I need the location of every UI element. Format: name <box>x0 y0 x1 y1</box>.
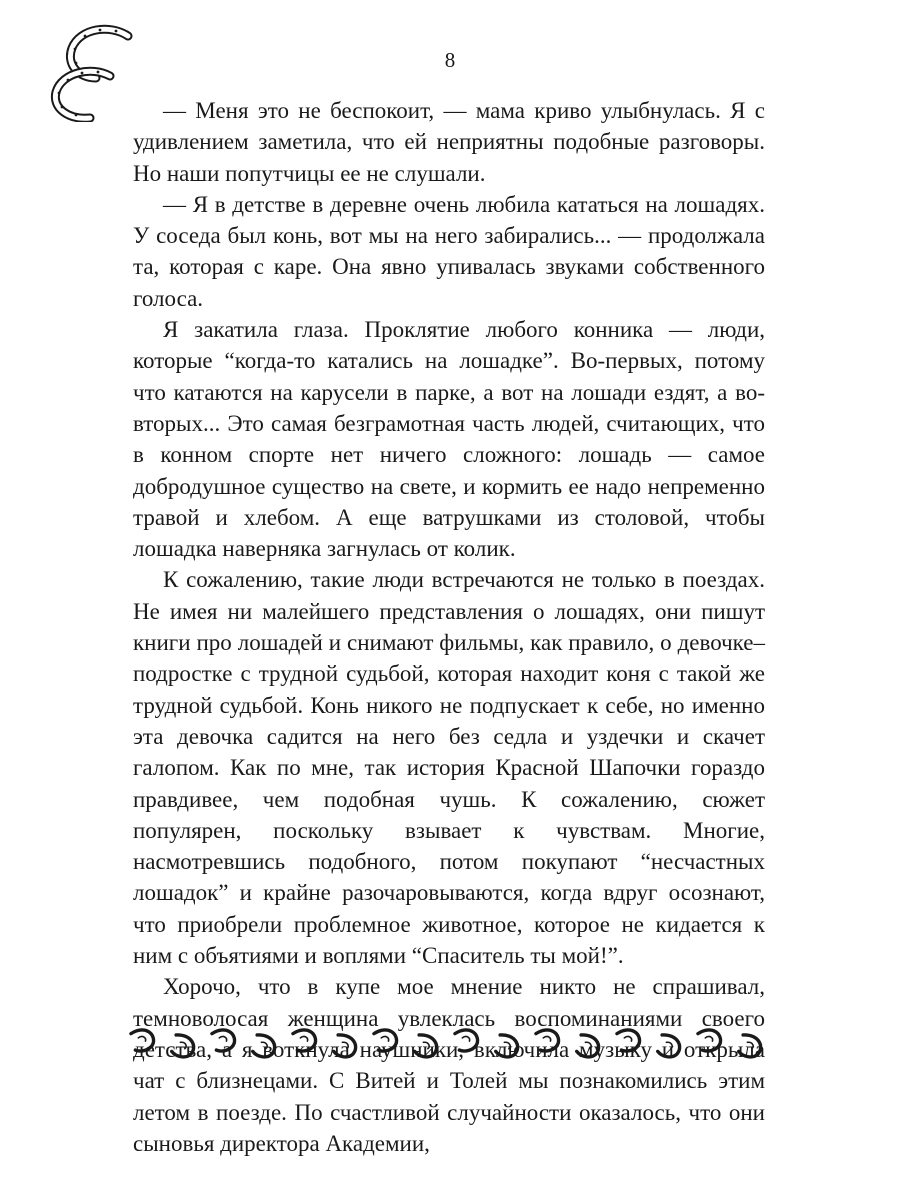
paragraph: К сожалению, такие люди встречаются не только в поездах. Не имея ни малейшего представления о лошадях, они пишут книги про лошадей и снимают фильмы, как правило, о девочке–подростке с трудной судьбой, которая находит коня с такой же трудной судьбой. Конь никого не подпускает к себе, но именно эта девочка садится на него без седла и уздечки и скачет галопом. Как по мне, так история Красной Шапочки гораздо правдивее, чем подобная чушь. К сожалению, сюжет популярен, поскольку взывает к чувствам. Многие, насмотревшись подобного, потом покупают “несчастных лошадок” и крайне разочаровываются, когда вдруг осознают, что приобрели проблемное животное, которое не кидается к ним с объятиями и воплями “Спаситель ты мой!”. <box>133 567 765 969</box>
small-horseshoe-icon <box>617 1027 642 1053</box>
small-horseshoe-icon <box>657 1034 682 1060</box>
paragraph: — Я в детстве в деревне очень любила кататься на лошадях. У соседа был конь, вот мы на него забирались... — продолжала та, которая с каре. Она явно упивалась звуками собственного голоса. <box>133 191 765 311</box>
page-number: 8 <box>444 48 456 72</box>
paragraph: Я закатила глаза. Проклятие любого конника — люди, которые “когда-то катались на лошадке”. Во-первых, потому что катаются на карусели в парке, а вот на лошади ездят, а во-вторых... Это самая безграмотная часть людей, считающих, что в конном спорте нет ничего сложного: лошадь — самое добродушное существо на свете, и кормить ее надо непременно травой и хлебом. А еще ватрушками из столовой, чтобы лошадка наверняка загнулась от колик. <box>133 317 765 562</box>
horseshoe-row-icon <box>122 1022 782 1066</box>
small-horseshoe-icon <box>495 1034 520 1060</box>
paragraph: Хорочо, что в купе мое мнение никто не спрашивал, темноволосая женщина увлеклась воспоминаниями своего детства, а я воткнула наушники, включила музыку и открыла чат с близнецами. С Витей и Толей мы познакомились этим летом в поезде. По счастливой случайности оказалось, что они сыновья директора Академии, <box>133 974 765 1156</box>
small-horseshoe-icon <box>738 1034 763 1060</box>
paragraph: — Меня это не беспокоит, — мама криво улыбнулась. Я с удивлением заметила, что ей неприятны подобные разговоры. Но наши попутчицы ее не слушали. <box>133 98 765 186</box>
small-horseshoe-icon <box>293 1027 318 1053</box>
small-horseshoe-icon <box>414 1034 439 1060</box>
small-horseshoe-icon <box>374 1027 399 1053</box>
small-horseshoe-icon <box>576 1034 601 1060</box>
small-horseshoe-icon <box>131 1027 156 1053</box>
small-horseshoe-icon <box>252 1034 277 1060</box>
small-horseshoe-icon <box>333 1034 358 1060</box>
small-horseshoe-icon <box>212 1027 237 1053</box>
small-horseshoe-icon <box>455 1027 480 1053</box>
body-text <box>133 95 765 1159</box>
small-horseshoe-icon <box>536 1027 561 1053</box>
small-horseshoe-icon <box>698 1027 723 1053</box>
small-horseshoe-icon <box>171 1034 196 1060</box>
